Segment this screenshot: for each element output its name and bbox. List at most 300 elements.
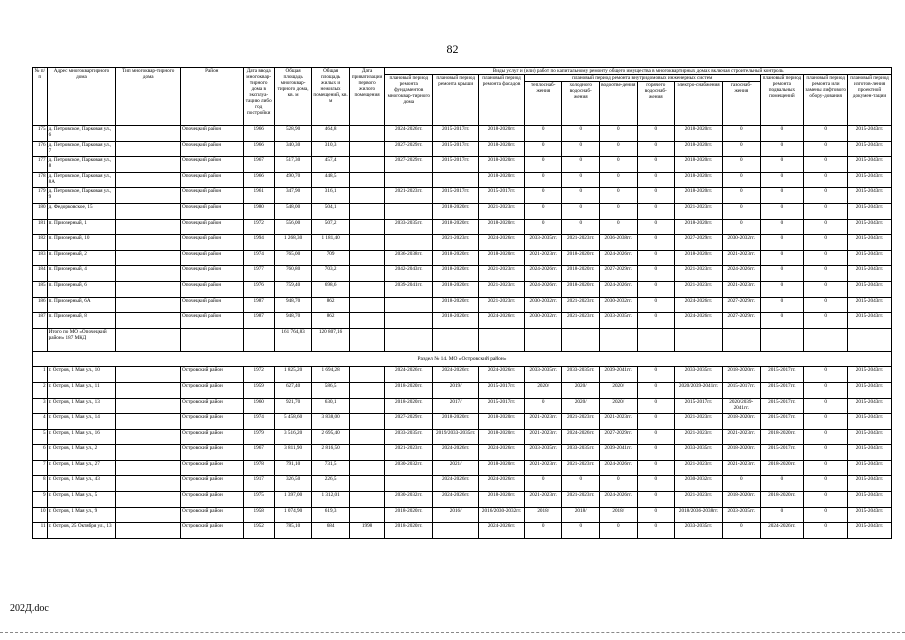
cell-district: Островский район [181, 445, 244, 461]
cell-year: 1952 [243, 523, 274, 539]
cell-facade: 2018-2020гг. [479, 429, 525, 445]
cell-priv [349, 266, 384, 282]
cell-district: Островский район [181, 414, 244, 430]
cell-hot: 0 [637, 429, 675, 445]
cell-hot: 0 [637, 523, 675, 539]
table-row [33, 126, 892, 142]
cell-cold: 0 [562, 188, 600, 204]
cell-cold: 0 [562, 219, 600, 235]
cell-no: 11 [33, 523, 48, 539]
cell-district: Островский район [181, 523, 244, 539]
table-row [33, 492, 892, 508]
cell-roof: 2024-2026гг. [433, 492, 479, 508]
cell-elec: 2018-2020гг. [675, 250, 723, 266]
cell-base: 0 [760, 203, 804, 219]
cell-proj: 2015-2043гг. [848, 445, 892, 461]
cell-living: 1 312,01 [312, 492, 350, 508]
table-row [33, 398, 892, 414]
cell-hot: 0 [637, 476, 675, 492]
cell-addr: п. Приозерный, 4 [47, 266, 116, 282]
cell-heat: 2024-2026гг. [524, 281, 562, 297]
col-foundation-header: плановый период ремонта фундаментов многоквар-тирного дома [385, 75, 433, 126]
cell-cold: 2018-2020гг. [562, 281, 600, 297]
cell-cold: 0 [562, 157, 600, 173]
cell-cold: 2018-2020гг. [562, 266, 600, 282]
cell-roof: 2015-2017гг. [433, 126, 479, 142]
cell-facade: 2018-2020гг. [479, 414, 525, 430]
cell-proj: 2015-2043гг. [848, 382, 892, 398]
cell-lift: 0 [804, 460, 848, 476]
cell-found: 2033-2035гг. [385, 219, 433, 235]
cell-area: 1 825,20 [274, 367, 312, 383]
cell-area: 765,00 [274, 250, 312, 266]
cell-cold: 0 [562, 126, 600, 142]
col-area-living-header: Общая площадь жилых и нежилых помещений, кв. м [312, 68, 350, 126]
cell-type [116, 172, 181, 188]
cell-lift: 0 [804, 266, 848, 282]
cell-area: 3 811,90 [274, 445, 312, 461]
cell-found: 2027-2029гг. [385, 141, 433, 157]
cell-heat: 0 [524, 398, 562, 414]
cell-base: 2015-2017гг. [760, 398, 804, 414]
cell-year: 1966 [243, 172, 274, 188]
cell-cold: 2020/ [562, 382, 600, 398]
cell-sewer: 2036-2038гг. [600, 235, 638, 251]
cell-facade: 2018-2020гг. [479, 157, 525, 173]
cell-priv [349, 250, 384, 266]
cell-living: 862 [312, 313, 350, 329]
cell-area: 556,00 [274, 219, 312, 235]
cell-gas: 2021-2023гг. [722, 281, 760, 297]
col-cold-water-header: холодного водоснаб-жения [562, 82, 600, 126]
table-row [33, 235, 892, 251]
cell-no: 1 [33, 367, 48, 383]
cell-heat: 0 [524, 157, 562, 173]
cell-heat: 2021-2023гг. [524, 492, 562, 508]
cell-base: 0 [760, 297, 804, 313]
cell-elec: 2021-2023гг. [675, 429, 723, 445]
total-no-cell [33, 328, 48, 351]
col-hot-water-header: горячего водоснаб-жения [637, 82, 675, 126]
cell-living: 457,4 [312, 157, 350, 173]
cell-proj: 2015-2043гг. [848, 281, 892, 297]
cell-addr: п. Приозерный, 2 [47, 250, 116, 266]
cell-base: 2018-2020гг. [760, 429, 804, 445]
cell-addr: д. Петровское, Парковая ул., 6 [47, 126, 116, 142]
table-row [33, 172, 892, 188]
cell-area: 340,30 [274, 141, 312, 157]
cell-year: 1974 [243, 250, 274, 266]
cell-year: 1976 [243, 281, 274, 297]
cell-living: 226,5 [312, 476, 350, 492]
cell-type [116, 250, 181, 266]
cell-found: 2018-2020гг. [385, 382, 433, 398]
cell-cold: 0 [562, 523, 600, 539]
cell-gas: 0 [722, 157, 760, 173]
cell-elec: 2020/2039-2041гг. [675, 382, 723, 398]
cell-roof: 2018-2020гг. [433, 266, 479, 282]
cell-cold: 2021-2023гг. [562, 414, 600, 430]
cell-facade: 2024-2026гг. [479, 523, 525, 539]
cell-sewer: 2039-2041гг. [600, 445, 638, 461]
cell-found [385, 297, 433, 313]
cell-no: 181 [33, 219, 48, 235]
cell-proj: 2015-2043гг. [848, 297, 892, 313]
cell-facade: 2021-2023гг. [479, 203, 525, 219]
cell-district: Опочецкий район [181, 297, 244, 313]
cell-no: 5 [33, 429, 48, 445]
col-district-header: Район [181, 68, 244, 126]
cell-addr: г. Остров, 1 Мая ул., 11 [47, 382, 116, 398]
cell-addr: д. Федорковское, 15 [47, 203, 116, 219]
cell-living: 619,3 [312, 507, 350, 523]
cell-priv [349, 188, 384, 204]
table-row [33, 445, 892, 461]
cell-year: 1917 [243, 476, 274, 492]
cell-sewer: 0 [600, 203, 638, 219]
cell-cold: 0 [562, 141, 600, 157]
section-opochka-rows [33, 126, 892, 329]
cell-year: 1987 [243, 313, 274, 329]
cell-year: 1959 [243, 382, 274, 398]
cell-roof: 2024-2026гг. [433, 367, 479, 383]
cell-sewer: 2020/ [600, 382, 638, 398]
cell-priv [349, 157, 384, 173]
cell-priv [349, 172, 384, 188]
table-row [33, 313, 892, 329]
cell-heat: 2033-2035гг. [524, 367, 562, 383]
cell-elec: 2033-2035гг. [675, 445, 723, 461]
cell-no: 187 [33, 313, 48, 329]
cell-living: 448,5 [312, 172, 350, 188]
cell-addr: г. Остров, 1 Мая ул., 16 [47, 429, 116, 445]
cell-facade: 2018-2020гг. [479, 460, 525, 476]
col-basement-header: плановый период ремонта подвальных помещений [760, 75, 804, 126]
cell-year: 1972 [243, 367, 274, 383]
cell-district: Опочецкий район [181, 281, 244, 297]
cell-roof: 2024-2026гг. [433, 476, 479, 492]
col-heat-header: теплоснаб-жения [524, 82, 562, 126]
cell-priv [349, 398, 384, 414]
cell-living: 703,2 [312, 266, 350, 282]
cell-found: 2033-2035гг. [385, 429, 433, 445]
cell-sewer: 0 [600, 188, 638, 204]
cell-addr: г. Остров, 1 Мая ул., 2 [47, 445, 116, 461]
cell-priv [349, 445, 384, 461]
cell-lift: 0 [804, 188, 848, 204]
cell-sewer: 2021-2023гг. [600, 414, 638, 430]
cell-facade: 2018-2020гг. [479, 126, 525, 142]
cell-lift: 0 [804, 281, 848, 297]
cell-heat: 2030-2032гг. [524, 297, 562, 313]
cell-proj: 2015-2043гг. [848, 126, 892, 142]
cell-year: 1978 [243, 460, 274, 476]
cell-proj: 2015-2043гг. [848, 219, 892, 235]
cell-living: 2 695,40 [312, 429, 350, 445]
cell-elec: 2030-2032гг. [675, 476, 723, 492]
cell-sewer: 2024-2026гг. [600, 460, 638, 476]
cell-heat: 0 [524, 219, 562, 235]
cell-elec: 2027-2029гг. [675, 235, 723, 251]
cell-base: 0 [760, 266, 804, 282]
table-row [33, 460, 892, 476]
cell-base: 0 [760, 313, 804, 329]
cell-cold: 2021-2023гг. [562, 492, 600, 508]
cell-base: 0 [760, 126, 804, 142]
cell-lift: 0 [804, 429, 848, 445]
cell-living: 504,1 [312, 203, 350, 219]
cell-hot: 0 [637, 492, 675, 508]
cell-year: 1980 [243, 203, 274, 219]
cell-gas: 0 [722, 203, 760, 219]
cell-cold: 2021-2023гг. [562, 460, 600, 476]
cell-lift: 0 [804, 507, 848, 523]
cell-lift: 0 [804, 297, 848, 313]
cell-district: Опочецкий район [181, 157, 244, 173]
page-bottom-rule [0, 632, 905, 633]
col-roof-header: плановый период ремонта крыши [433, 75, 479, 126]
cell-priv [349, 460, 384, 476]
cell-gas: 2018-2020гг. [722, 492, 760, 508]
cell-area: 921,70 [274, 398, 312, 414]
cell-district: Опочецкий район [181, 313, 244, 329]
cell-district: Опочецкий район [181, 219, 244, 235]
cell-district: Опочецкий район [181, 188, 244, 204]
cell-facade: 2024-2026гг. [479, 367, 525, 383]
cell-living: 1 181,40 [312, 235, 350, 251]
cell-lift: 0 [804, 492, 848, 508]
cell-proj: 2015-2043гг. [848, 460, 892, 476]
cell-gas: 2021-2023гг. [722, 250, 760, 266]
cell-year: 1967 [243, 157, 274, 173]
col-type-header: Тип многоквар-тирного дома [116, 68, 181, 126]
cell-lift: 0 [804, 219, 848, 235]
cell-no: 10 [33, 507, 48, 523]
cell-base: 0 [760, 250, 804, 266]
total-label: Итого по МО «Опочецкий район» 187 МКД [47, 328, 116, 351]
cell-year: 1994 [243, 235, 274, 251]
cell-year: 1966 [243, 141, 274, 157]
cell-hot: 0 [637, 172, 675, 188]
cell-priv [349, 476, 384, 492]
cell-base: 0 [760, 141, 804, 157]
cell-base: 2015-2017гг. [760, 382, 804, 398]
cell-living: 586,5 [312, 382, 350, 398]
section-ostrov-rows [33, 367, 892, 539]
cell-proj: 2015-2043гг. [848, 523, 892, 539]
cell-proj: 2015-2043гг. [848, 235, 892, 251]
cell-sewer: 2030-2032гг. [600, 297, 638, 313]
cell-area: 1 074,90 [274, 507, 312, 523]
cell-hot: 0 [637, 235, 675, 251]
cell-proj: 2015-2043гг. [848, 157, 892, 173]
cell-proj: 2015-2043гг. [848, 492, 892, 508]
cell-priv [349, 141, 384, 157]
col-area-total-header: Общая площадь многоквар-тирного дома, кв. м [274, 68, 312, 126]
cell-gas: 0 [722, 141, 760, 157]
table-row [33, 157, 892, 173]
section-totals [33, 328, 892, 367]
cell-gas: 2018-2020гг. [722, 367, 760, 383]
cell-no: 4 [33, 414, 48, 430]
cell-hot: 0 [637, 188, 675, 204]
cell-roof: 2018-2020гг. [433, 414, 479, 430]
total-area: 161 764,83 [274, 328, 312, 351]
col-project-header: плановый период изготов-ления проектной докумен-тации [848, 75, 892, 126]
cell-no: 8 [33, 476, 48, 492]
cell-addr: д. Петровское, Парковая ул., 9 [47, 188, 116, 204]
table-row [33, 523, 892, 539]
cell-hot: 0 [637, 414, 675, 430]
table-row [33, 266, 892, 282]
cell-district: Опочецкий район [181, 141, 244, 157]
cell-elec: 2021-2023гг. [675, 203, 723, 219]
cell-living: 464,8 [312, 126, 350, 142]
cell-elec: 2018-2020гг. [675, 188, 723, 204]
cell-roof: 2015-2017гг. [433, 157, 479, 173]
cell-living: 507,2 [312, 219, 350, 235]
cell-base: 0 [760, 281, 804, 297]
cell-gas: 2021-2023гг. [722, 429, 760, 445]
table-row [33, 281, 892, 297]
cell-found: 2024-2026гг. [385, 126, 433, 142]
cell-proj: 2015-2043гг. [848, 476, 892, 492]
cell-no: 185 [33, 281, 48, 297]
cell-found: 2036-2038гг. [385, 250, 433, 266]
cell-lift: 0 [804, 476, 848, 492]
cell-addr: п. Приозерный, 6А [47, 297, 116, 313]
cell-heat: 0 [524, 172, 562, 188]
cell-sewer: 0 [600, 523, 638, 539]
cell-type [116, 235, 181, 251]
cell-roof: 2019/2033-2035гг. [433, 429, 479, 445]
cell-district: Островский район [181, 492, 244, 508]
cell-no: 184 [33, 266, 48, 282]
cell-found [385, 313, 433, 329]
cell-elec: 2018-2020гг. [675, 126, 723, 142]
cell-addr: г. Остров, 1 Мая ул., 10 [47, 367, 116, 383]
cell-facade: 2018-2020гг. [479, 492, 525, 508]
col-gas-header: газоснаб-жения [722, 82, 760, 126]
cell-priv [349, 382, 384, 398]
cell-base: 0 [760, 172, 804, 188]
cell-type [116, 492, 181, 508]
cell-district: Островский район [181, 507, 244, 523]
cell-type [116, 297, 181, 313]
table-row [33, 414, 892, 430]
cell-priv [349, 235, 384, 251]
cell-living: 2 816,50 [312, 445, 350, 461]
cell-elec: 2021-2023гг. [675, 266, 723, 282]
cell-heat: 2021-2023гг. [524, 414, 562, 430]
cell-type [116, 219, 181, 235]
cell-gas: 2030-2032гг. [722, 235, 760, 251]
cell-gas: 2024-2026гг. [722, 266, 760, 282]
cell-sewer: 0 [600, 219, 638, 235]
cell-gas: 0 [722, 219, 760, 235]
cell-type [116, 367, 181, 383]
cell-base: 2024-2026гг. [760, 523, 804, 539]
cell-found: 2039-2041гг. [385, 281, 433, 297]
cell-year: 1958 [243, 507, 274, 523]
cell-elec: 2015-2017гг. [675, 398, 723, 414]
cell-elec: 2033-2035гг. [675, 367, 723, 383]
cell-facade: 2015-2017гг. [479, 188, 525, 204]
cell-hot: 0 [637, 367, 675, 383]
cell-base: 0 [760, 157, 804, 173]
table-row [33, 382, 892, 398]
cell-addr: п. Приозерный, 1 [47, 219, 116, 235]
cell-roof: 2024-2026гг. [433, 445, 479, 461]
col-privat-header: Дата приватизации первого жилого помещения [349, 68, 384, 126]
cell-area: 5 458,60 [274, 414, 312, 430]
cell-heat: 2033-2035гг. [524, 235, 562, 251]
cell-addr: г. Остров, 1 Мая ул., 9 [47, 507, 116, 523]
cell-district: Опочецкий район [181, 203, 244, 219]
cell-addr: п. Приозерный, 8 [47, 313, 116, 329]
cell-roof: 2016/ [433, 507, 479, 523]
total-row [33, 328, 892, 351]
table-row [33, 188, 892, 204]
cell-hot: 0 [637, 460, 675, 476]
capital-repair-table [32, 67, 892, 539]
cell-lift: 0 [804, 235, 848, 251]
cell-facade: 2024-2026гг. [479, 476, 525, 492]
cell-area: 627,40 [274, 382, 312, 398]
cell-lift: 0 [804, 445, 848, 461]
cell-proj: 2015-2043гг. [848, 250, 892, 266]
cell-district: Опочецкий район [181, 172, 244, 188]
cell-facade: 2015-2017гг. [479, 382, 525, 398]
cell-lift: 0 [804, 157, 848, 173]
cell-roof: 2018-2020гг. [433, 203, 479, 219]
cell-priv [349, 281, 384, 297]
services-group-header: Виды услуг и (или) работ по капитальному ремонту общего имущества в многоквартирных домах включая строительный контроль [385, 68, 892, 75]
cell-type [116, 523, 181, 539]
cell-lift: 0 [804, 414, 848, 430]
cell-hot: 0 [637, 219, 675, 235]
cell-priv [349, 203, 384, 219]
cell-base: 0 [760, 188, 804, 204]
cell-area: 785,10 [274, 523, 312, 539]
cell-addr: п. Приозерный, 6 [47, 281, 116, 297]
cell-elec: 2033-2035гг. [675, 523, 723, 539]
cell-lift: 0 [804, 172, 848, 188]
cell-district: Островский район [181, 460, 244, 476]
cell-elec: 2021-2023гг. [675, 414, 723, 430]
cell-proj: 2015-2043гг. [848, 414, 892, 430]
cell-base: 0 [760, 476, 804, 492]
cell-sewer: 0 [600, 141, 638, 157]
cell-heat: 0 [524, 203, 562, 219]
cell-addr: г. Остров, 25 Октября ул., 13 [47, 523, 116, 539]
cell-type [116, 126, 181, 142]
cell-sewer: 0 [600, 126, 638, 142]
cell-no: 178 [33, 172, 48, 188]
cell-proj: 2015-2043гг. [848, 429, 892, 445]
cell-addr: п. Приозерный, 10 [47, 235, 116, 251]
cell-elec: 2018-2020гг. [675, 157, 723, 173]
cell-year: 1961 [243, 188, 274, 204]
cell-no: 177 [33, 157, 48, 173]
cell-found [385, 476, 433, 492]
cell-sewer: 2024-2026гг. [600, 250, 638, 266]
table-header [33, 68, 892, 126]
table-row [33, 141, 892, 157]
cell-base: 2018-2020гг. [760, 460, 804, 476]
cell-found: 2027-2029гг. [385, 157, 433, 173]
cell-roof [433, 172, 479, 188]
